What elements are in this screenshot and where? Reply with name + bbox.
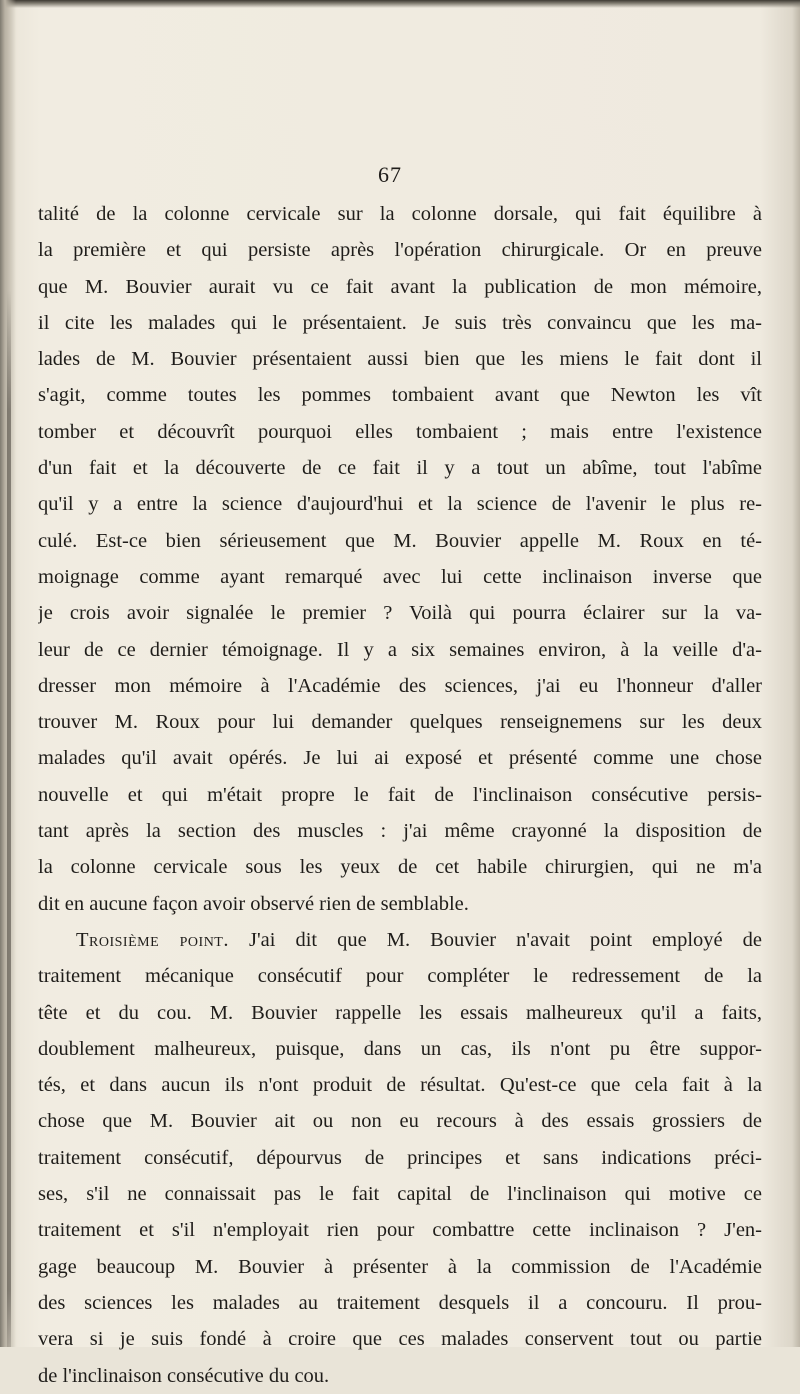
text-line: qu'il y a entre la science d'aujourd'hui et la science de l'avenir le plus re- (38, 493, 762, 516)
text-line: dit en aucune façon avoir observé rien de semblable. (38, 892, 469, 915)
text-line: dresser mon mémoire à l'Académie des sciences, j'ai eu l'honneur d'aller (38, 674, 762, 697)
text-line: tés, et dans aucun ils n'ont produit de résultat. Qu'est-ce que cela fait à la (38, 1074, 762, 1097)
section-lead: Troisième point. (76, 928, 229, 951)
text-line: vera si je suis fondé à croire que ces malades conservent tout ou partie (38, 1328, 762, 1351)
text-line: traitement consécutif, dépourvus de principes et sans indications préci- (38, 1146, 762, 1169)
text-line: d'un fait et la découverte de ce fait il y a tout un abîme, tout l'abîme (38, 457, 762, 480)
text-line: de l'inclinaison consécutive du cou. (38, 1364, 330, 1387)
text-line: tête et du cou. M. Bouvier rappelle les essais malheureux qu'il a faits, (38, 1001, 762, 1024)
paragraph-2 (38, 922, 762, 1394)
first-line-text: J'ai dit que M. Bouvier n'avait point employé de (249, 928, 762, 951)
body-text (38, 196, 762, 1394)
text-line: la première et qui persiste après l'opération chirurgicale. Or en preuve (38, 239, 762, 262)
text-line: culé. Est-ce bien sérieusement que M. Bouvier appelle M. Roux en té- (38, 529, 762, 552)
page-top-edge (0, 0, 800, 8)
text-line: moignage comme ayant remarqué avec lui cette inclinaison inverse que (38, 565, 762, 588)
text-line: ses, s'il ne connaissait pas le fait capital de l'inclinaison qui motive ce (38, 1183, 762, 1206)
text-line: talité de la colonne cervicale sur la colonne dorsale, qui fait équilibre à (38, 203, 762, 225)
binding-shadow (7, 290, 11, 1347)
text-line: tant après la section des muscles : j'ai même crayonné la disposition de (38, 820, 762, 843)
text-line: traitement et s'il n'employait rien pour combattre cette inclinaison ? J'en- (38, 1219, 762, 1242)
text-line: gage beaucoup M. Bouvier à présenter à la commission de l'Académie (38, 1255, 762, 1278)
text-line: des sciences les malades au traitement desquels il a concouru. Il prou- (38, 1291, 762, 1314)
paragraph-1 (38, 196, 762, 922)
text-line: il cite les malades qui le présentaient. Je suis très convaincu que les ma- (38, 311, 762, 334)
text-line: tomber et découvrît pourquoi elles tombaient ; mais entre l'existence (38, 420, 762, 443)
text-line: la colonne cervicale sous les yeux de cet habile chirurgien, qui ne m'a (38, 856, 762, 879)
text-line: chose que M. Bouvier ait ou non eu recours à des essais grossiers de (38, 1110, 762, 1133)
text-line: malades qu'il avait opérés. Je lui ai exposé et présenté comme une chose (38, 747, 762, 770)
text-line: que M. Bouvier aurait vu ce fait avant la publication de mon mémoire, (38, 275, 762, 298)
text-line: nouvelle et qui m'était propre le fait de l'inclinaison consécutive persis- (38, 783, 762, 806)
text-line: lades de M. Bouvier présentaient aussi bien que les miens le fait dont il (38, 348, 762, 371)
text-line: trouver M. Roux pour lui demander quelques renseignemens sur les deux (38, 711, 762, 734)
paragraph-first-line (38, 922, 762, 958)
page-number: 67 (378, 162, 402, 187)
text-line: doublement malheureux, puisque, dans un cas, ils n'ont pu être suppor- (38, 1037, 762, 1060)
text-line: leur de ce dernier témoignage. Il y a six semaines environ, à la veille d'a- (38, 638, 762, 661)
text-line: je crois avoir signalée le premier ? Voilà qui pourra éclairer sur la va- (38, 602, 762, 625)
text-line: s'agit, comme toutes les pommes tombaient avant que Newton les vît (38, 384, 762, 407)
text-line: traitement mécanique consécutif pour compléter le redressement de la (38, 965, 762, 988)
